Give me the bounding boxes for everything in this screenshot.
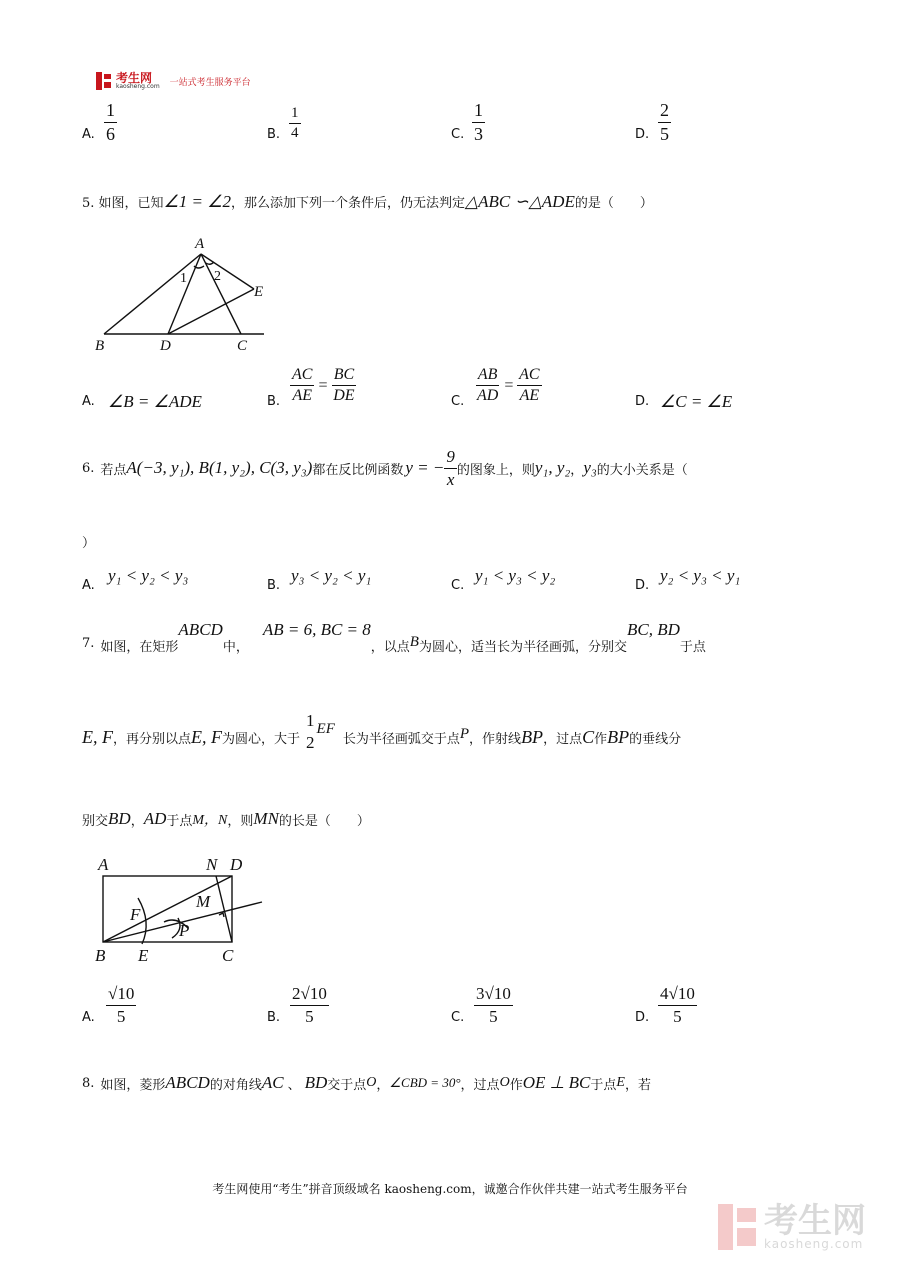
q7-stem-line1 <box>82 620 706 660</box>
q8-text: ，过点 <box>460 1077 500 1093</box>
q7-option-c-label: C. <box>451 1010 465 1025</box>
q8-text: 作 <box>509 1077 523 1093</box>
perpendicular-cn <box>216 876 232 942</box>
q7-text: 于点 <box>679 640 706 655</box>
q4-option-d-fraction <box>658 100 671 144</box>
logo-text: 考生网 <box>116 71 153 85</box>
q7-ef: E, F <box>82 726 113 747</box>
q7-text: 为圆心，适当长为半径画弧，分别交 <box>418 640 627 655</box>
q6-option-c-label: C. <box>451 578 465 593</box>
fraction-numerator: 1 <box>104 100 117 123</box>
fraction-denominator: 6 <box>106 123 115 144</box>
q6-text-end: 的大小关系是（ <box>596 462 688 478</box>
q8-ac: AC <box>261 1073 284 1092</box>
q7-bc-bd: BC, BD <box>626 620 680 639</box>
q7-ef: E, F <box>191 726 223 747</box>
fraction-numerator: 1 <box>306 711 315 731</box>
q7-text: 如图，在矩形 <box>100 640 179 655</box>
q7-text: 作 <box>594 731 608 747</box>
q8-text: 交于点 <box>327 1077 367 1093</box>
point-p-label: P <box>179 921 190 940</box>
header-logo <box>96 72 251 90</box>
q5-similarity: △ABC ∽△ADE <box>465 192 575 211</box>
q7-option-d-label: D. <box>635 1010 650 1025</box>
q7-mn: MN <box>253 809 279 828</box>
segment-ab <box>104 254 201 334</box>
point-m-label: M <box>196 892 211 911</box>
q7-sides: AB = 6, BC = 8 <box>262 620 371 639</box>
q6-option-c-text: y₁ < y₃ < y₂ <box>475 566 556 585</box>
q7-text: 长为半径画弧交于点 <box>342 731 460 747</box>
q4-option-c-fraction <box>472 100 485 144</box>
header-slogan: 一站式考生服务平台 <box>169 77 251 88</box>
fraction-denominator: 3 <box>474 123 483 144</box>
point-f-label: F <box>130 905 141 924</box>
angle-2-label: 2 <box>214 269 221 284</box>
q8-text: 如图，菱形 <box>100 1077 166 1093</box>
segment-de <box>168 289 254 334</box>
fraction-numerator: AC <box>517 366 541 386</box>
q5-text-pre: 如图，已知 <box>98 196 164 211</box>
q5-option-b-label: B. <box>267 394 281 409</box>
q4-option-a-label: A. <box>82 127 95 142</box>
watermark-text: 考生网 <box>764 1201 866 1241</box>
q7-ef-segment: EF <box>316 720 335 737</box>
q6-var3: y₃ <box>583 458 597 478</box>
q7-option-c-fraction <box>474 984 513 1026</box>
q5-option-b-expr <box>290 366 357 406</box>
q7-stem-line2 <box>82 704 681 760</box>
q5-text-post: 的是（ ） <box>574 196 653 211</box>
fraction-denominator: 5 <box>660 123 669 144</box>
q4-option-c-label: C. <box>451 127 465 142</box>
q7-stem-line3 <box>82 809 370 829</box>
segment-ac <box>201 254 241 334</box>
point-a-label: A <box>98 855 109 874</box>
q7-text: 于点 <box>166 813 193 829</box>
q7-option-b-fraction <box>290 984 329 1026</box>
q4-option-b-label: B. <box>267 127 281 142</box>
q7-number: 7. <box>82 636 95 651</box>
fraction-numerator: AC <box>290 366 314 386</box>
fraction-denominator: 5 <box>673 1006 682 1026</box>
fraction-denominator: AD <box>477 387 499 405</box>
q7-text: ，再分别以点 <box>113 731 192 747</box>
q7-text: ，过点 <box>543 731 583 747</box>
q5-option-d-text: ∠C = ∠E <box>660 392 733 411</box>
q7-option-b-label: B. <box>267 1010 281 1025</box>
point-a-label: A <box>195 236 205 252</box>
q6-stem <box>82 447 688 489</box>
q8-number: 8. <box>82 1075 95 1091</box>
diagonal-bd <box>103 876 232 942</box>
fraction-numerator: 1 <box>472 100 485 123</box>
q8-point-o: O <box>499 1075 510 1090</box>
q5-condition: ∠1 = ∠2 <box>163 192 232 211</box>
q6-text-pre: 若点 <box>100 462 127 478</box>
fraction-denominator: AE <box>292 387 312 405</box>
q7-figure <box>92 852 267 967</box>
q7-option-a-label: A. <box>82 1010 95 1025</box>
q7-bp: BP <box>521 726 544 747</box>
q8-stem <box>82 1073 651 1093</box>
q7-option-d-fraction <box>658 984 697 1026</box>
q8-text: ， <box>376 1077 390 1093</box>
point-d-label: D <box>230 855 243 874</box>
q8-point-o: O <box>366 1075 377 1090</box>
q7-rect-label: ABCD <box>178 620 223 639</box>
watermark-domain: kaosheng.com <box>764 1237 864 1251</box>
fraction-denominator: AE <box>519 387 540 405</box>
fraction-numerator: √10 <box>106 984 136 1006</box>
q6-text-post: 的图象上，则 <box>456 462 535 478</box>
fraction-numerator: AB <box>476 366 500 386</box>
q4-option-b-fraction <box>289 105 301 143</box>
equals-sign: = <box>317 376 329 394</box>
q7-text: 的长是（ ） <box>278 813 370 829</box>
q7-text: ，作射线 <box>469 731 522 747</box>
point-d-label: D <box>160 338 171 354</box>
kaosheng-logo-icon <box>96 72 112 90</box>
fraction-numerator: 4√10 <box>658 984 697 1006</box>
q6-comma: ， <box>570 462 584 478</box>
q5-number: 5. <box>82 196 95 211</box>
point-b-label: B <box>95 338 105 354</box>
q7-text: ，以点 <box>370 640 410 655</box>
q8-rhombus-label: ABCD <box>165 1073 210 1092</box>
fraction-denominator: x <box>446 469 455 489</box>
q8-angle: ∠CBD = 30° <box>389 1075 461 1090</box>
fraction-denominator: DE <box>333 387 355 405</box>
q8-text: 的对角线 <box>209 1077 262 1093</box>
q5-option-d-label: D. <box>635 394 650 409</box>
q4-option-a-fraction <box>104 100 117 144</box>
logo-domain: kaosheng.com <box>116 83 160 90</box>
point-e-label: E <box>138 946 149 965</box>
q5-option-c-expr <box>475 366 542 406</box>
fraction-denominator: 5 <box>116 1006 126 1026</box>
q7-option-a-fraction <box>106 984 136 1026</box>
q8-text: 、 <box>287 1077 301 1093</box>
fraction-numerator: 2√10 <box>290 984 329 1006</box>
point-c-label: C <box>237 338 248 354</box>
q7-half-fraction <box>304 711 317 752</box>
fraction-numerator: 3√10 <box>474 984 513 1006</box>
q6-option-b-text: y₃ < y₂ < y₁ <box>291 566 372 585</box>
angle-1-label: 1 <box>180 271 187 286</box>
q8-text: 于点 <box>590 1077 617 1093</box>
q8-perpendicular: OE ⊥ BC <box>522 1073 591 1092</box>
fraction-numerator: 9 <box>444 447 457 469</box>
q6-close-paren: ） <box>82 536 96 551</box>
q7-text: 为圆心，大于 <box>222 731 301 747</box>
q6-function-left: y = − <box>405 458 445 478</box>
watermark <box>718 1201 866 1251</box>
q7-ad: AD <box>143 809 167 828</box>
q5-option-c-label: C. <box>451 394 465 409</box>
q6-vars: y₁, y₂ <box>534 458 571 478</box>
fraction-denominator: 4 <box>291 125 299 142</box>
q7-bp: BP <box>607 726 630 747</box>
right-angle-mark <box>219 913 224 917</box>
point-c-label: C <box>222 946 234 965</box>
segment-ae <box>201 254 254 289</box>
page-footer: 考生网使用“考生”拼音顶级域名 kaosheng.com，诚邀合作伙伴共建一站式考生服务平台 <box>212 1182 688 1196</box>
point-e-label: E <box>254 284 264 300</box>
q7-point-p: P <box>459 725 470 742</box>
q7-bd: BD <box>108 809 131 828</box>
fraction-denominator: 5 <box>489 1006 498 1026</box>
q8-text: ，若 <box>624 1077 651 1093</box>
q6-text-mid: 都在反比例函数 <box>312 462 404 478</box>
q6-option-a-label: A. <box>82 578 95 593</box>
q6-option-b-label: B. <box>267 578 281 593</box>
kaosheng-watermark-icon <box>718 1204 758 1250</box>
q6-option-d-text: y₂ < y₃ < y₁ <box>660 566 741 585</box>
q5-stem <box>82 192 653 212</box>
fraction-numerator: BC <box>332 366 356 386</box>
q5-option-a-text: ∠B = ∠ADE <box>108 392 202 411</box>
q8-point-e: E <box>616 1075 625 1090</box>
q7-text: ， <box>130 813 144 829</box>
q6-function-fraction <box>444 447 457 489</box>
segment-ad <box>168 254 201 334</box>
q5-text-mid: ，那么添加下列一个条件后，仍无法判定 <box>231 196 466 211</box>
angle-2-arc <box>206 262 214 264</box>
point-n-label: N <box>206 855 218 874</box>
q7-text: ，则 <box>227 813 254 829</box>
q7-text: 别交 <box>82 813 109 829</box>
q6-option-a-text: y₁ < y₂ < y₃ <box>108 566 189 585</box>
q4-option-d-label: D. <box>635 127 650 142</box>
q7-point-b: B <box>409 634 419 650</box>
q6-number: 6. <box>82 460 95 476</box>
point-b-label: B <box>95 946 106 965</box>
q5-option-a-label: A. <box>82 394 95 409</box>
fraction-denominator: 5 <box>305 1006 314 1026</box>
q6-points: A(−3, y₁), B(1, y₂), C(3, y₃) <box>126 458 313 478</box>
q7-text: 中， <box>222 640 249 655</box>
q7-text: 的垂线分 <box>629 731 682 747</box>
q5-figure <box>90 232 290 362</box>
equals-sign: = <box>503 376 515 394</box>
fraction-numerator: 2 <box>658 100 671 123</box>
q6-option-d-label: D. <box>635 578 650 593</box>
q7-point-c: C <box>582 726 595 747</box>
q8-bd: BD <box>304 1073 328 1092</box>
fraction-denominator: 2 <box>306 733 315 752</box>
fraction-numerator: 1 <box>289 105 301 124</box>
q7-points-mn: M，N <box>192 813 228 828</box>
